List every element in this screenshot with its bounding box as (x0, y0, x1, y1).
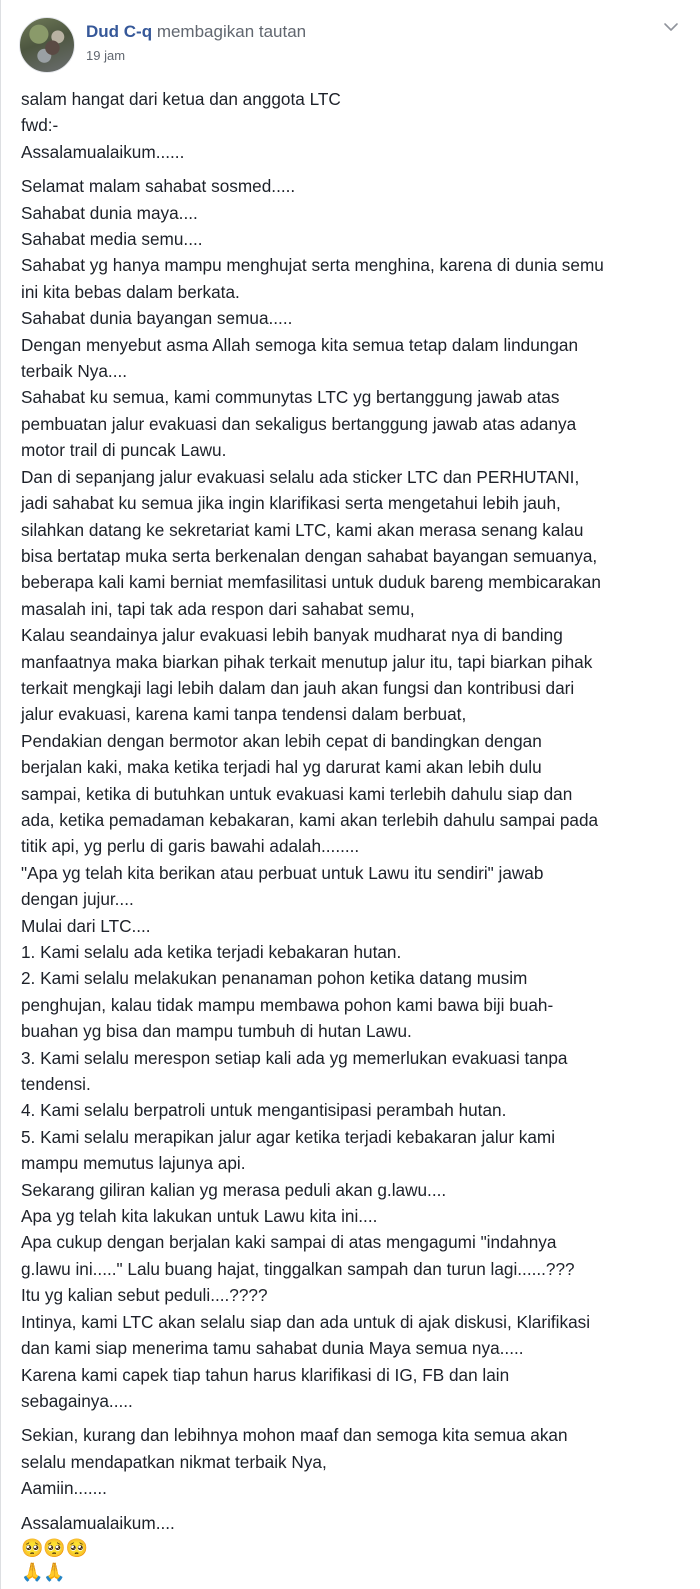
post-title-line (86, 22, 306, 42)
post-text-line: penghujan, kalau tidak mampu membawa pohon kami bawa biji buah- (21, 994, 554, 1015)
post-text-line: Sahabat media semu.... (21, 229, 203, 250)
post-text-line: Karena kami capek tiap tahun harus klarifikasi di IG, FB dan lain (21, 1364, 510, 1385)
post-text-line: bisa bertatap muka serta berkenalan dengan sahabat bayangan semuanya, (21, 545, 598, 566)
share-action-text: membagikan tautan (152, 22, 307, 41)
post-text-line: ini kita bebas dalam berkata. (21, 281, 240, 302)
post-paragraph (21, 173, 680, 1414)
post-paragraph (21, 1510, 680, 1584)
post-text-line: silahkan datang ke sekretariat kami LTC, kami akan merasa senang kalau (21, 519, 584, 540)
post-text-line: manfaatnya maka biarkan pihak terkait menutup jalur itu, tapi biarkan pihak (21, 651, 593, 672)
post-text-line: Intinya, kami LTC akan selalu siap dan ada untuk di ajak diskusi, Klarifikasi (21, 1311, 591, 1332)
pleading-face-emoji-icon: 🥺🥺🥺 (21, 1537, 89, 1558)
post-text-line: Dan di sepanjang jalur evakuasi selalu ada sticker LTC dan PERHUTANI, (21, 466, 580, 487)
post-text-line: beberapa kali kami berniat memfasilitasi untuk duduk bareng membicarakan (21, 572, 601, 593)
post-text-line: dan kami siap menerima tamu sahabat dunia Maya semua nya..... (21, 1338, 524, 1359)
post-text-line: Apa cukup dengan berjalan kaki sampai di atas mengagumi "indahnya (21, 1232, 557, 1253)
post-text-line: Dengan menyebut asma Allah semoga kita semua tetap dalam lindungan (21, 334, 579, 355)
post-text-line: terbaik Nya.... (21, 361, 128, 382)
post-text-line: berjalan kaki, maka ketika terjadi hal yg darurat kami akan lebih dulu (21, 757, 542, 778)
post-text-line: 5. Kami selalu merapikan jalur agar ketika terjadi kebakaran jalur kami (21, 1126, 556, 1147)
post-text-line: Kalau seandainya jalur evakuasi lebih banyak mudharat nya di banding (21, 625, 563, 646)
post-text-line: pembuatan jalur evakuasi dan sekaligus bertanggung jawab atas adanya (21, 413, 577, 434)
author-avatar[interactable] (19, 17, 75, 73)
post-text-line: masalah ini, tapi tak ada respon dari sahabat semu, (21, 598, 415, 619)
post-text-line: Pendakian dengan bermotor akan lebih cepat di bandingkan dengan (21, 730, 542, 751)
post-header (1, 0, 700, 76)
author-name-link[interactable]: Dud C-q (86, 22, 153, 41)
post-text-line: Assalamualaikum...... (21, 141, 185, 162)
post-text-line: Selamat malam sahabat sosmed..... (21, 176, 296, 197)
post-text-line: Sahabat yg hanya mampu menghujat serta menghina, karena di dunia semu (21, 255, 604, 276)
post-text-line: Apa yg telah kita lakukan untuk Lawu kita ini.... (21, 1206, 378, 1227)
post-text-line: 4. Kami selalu berpatroli untuk mengantisipasi perambah hutan. (21, 1100, 507, 1121)
post-text-line: Sahabat ku semua, kami communytas LTC yg bertanggung jawab atas (21, 387, 560, 408)
header-text (86, 17, 306, 64)
post-text-line: Itu yg kalian sebut peduli....???? (21, 1285, 268, 1306)
post-text-line: jadi sahabat ku semua jika ingin klarifikasi serta mengetahui lebih jauh, (21, 493, 561, 514)
post-text-line: sampai, ketika di butuhkan untuk evakuasi kami terlebih dahulu siap dan (21, 783, 573, 804)
post-timestamp[interactable]: 19 jam (86, 48, 126, 63)
post-text-line: Sahabat dunia bayangan semua..... (21, 308, 293, 329)
post-text-line: 1. Kami selalu ada ketika terjadi kebakaran hutan. (21, 942, 402, 962)
post-text-line: 2. Kami selalu melakukan penanaman pohon ketika datang musim (21, 968, 528, 989)
post-text-line: motor trail di puncak Lawu. (21, 440, 227, 461)
post-text-line: tendensi. (21, 1074, 91, 1095)
post-text-line: jalur evakuasi, karena kami tanpa tendensi dalam berbuat, (21, 704, 467, 725)
post-text-line: g.lawu ini....." Lalu buang hajat, tinggalkan sampah dan turun lagi......??? (21, 1258, 575, 1279)
post-body (1, 76, 700, 1584)
post-text-line: Sekarang giliran kalian yg merasa peduli akan g.lawu.... (21, 1179, 447, 1200)
post-text-line: Sekian, kurang dan lebihnya mohon maaf dan semoga kita semua akan (21, 1425, 568, 1446)
post-paragraph (21, 86, 680, 165)
post-text-line: dengan jujur.... (21, 889, 134, 910)
chevron-down-icon[interactable] (662, 20, 680, 34)
post-text-line: salam hangat dari ketua dan anggota LTC (21, 89, 341, 109)
post-text-line: titik api, yg perlu di garis bawahi adalah........ (21, 836, 360, 857)
post-text-line: buahan yg bisa dan mampu tumbuh di hutan Lawu. (21, 1021, 412, 1042)
post-text-line: ada, ketika pemadaman kebakaran, kami akan terlebih dahulu sampai pada (21, 809, 599, 830)
post-text-line: 3. Kami selalu merespon setiap kali ada yg memerlukan evakuasi tanpa (21, 1047, 568, 1068)
post-text-line: Aamiin....... (21, 1478, 107, 1499)
post-text-line: selalu mendapatkan nikmat terbaik Nya, (21, 1451, 327, 1472)
folded-hands-emoji-icon: 🙏🙏 (21, 1561, 66, 1582)
post-text-line: terkait mengkaji lagi lebih dalam dan jauh akan fungsi dan kontribusi dari (21, 677, 575, 698)
post-text-line: Mulai dari LTC.... (21, 915, 151, 936)
post-paragraph (21, 1422, 680, 1501)
post-text-line: Assalamualaikum.... (21, 1512, 175, 1533)
post-text-line: sebagainya..... (21, 1390, 133, 1411)
post-text-line: fwd:- (21, 115, 59, 136)
post-text-line: mampu memutus lajunya api. (21, 1153, 246, 1174)
post-text-line: Sahabat dunia maya.... (21, 202, 198, 223)
post-text-line: "Apa yg telah kita berikan atau perbuat untuk Lawu itu sendiri" jawab (21, 862, 544, 883)
